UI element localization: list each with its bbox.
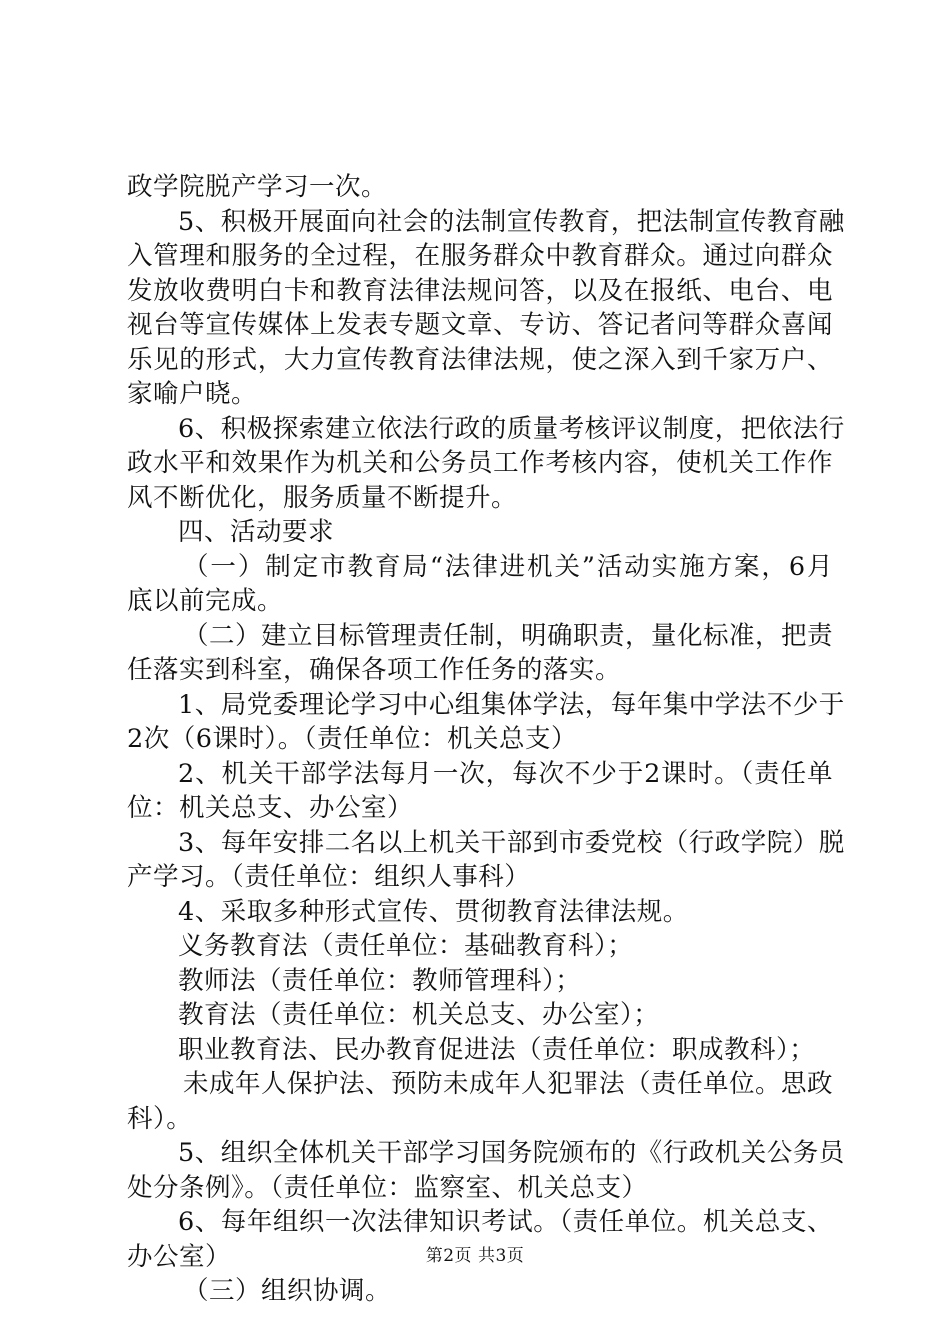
paragraph-line: 家喻户晓。 — [127, 379, 258, 409]
list-item: 义务教育法（责任单位：基础教育科）； — [178, 931, 634, 961]
list-item: 未成年人保护法、预防未成年人犯罪法（责任单位。思政 — [183, 1069, 834, 1099]
paragraph-line: 2、机关干部学法每月一次，每次不少于2课时。（责任单 — [178, 758, 833, 789]
paragraph-line: 4、采取多种形式宣传、贯彻教育法律法规。 — [178, 896, 689, 927]
paragraph-line: 6、积极探索建立依法行政的质量考核评议制度，把依法行 — [178, 413, 845, 444]
paragraph-line: 政水平和效果作为机关和公务员工作考核内容，使机关工作作 — [127, 448, 833, 478]
paragraph-line: 5、组织全体机关干部学习国务院颁布的《行政机关公务员 — [178, 1138, 845, 1168]
paragraph-line: 科）。 — [127, 1103, 193, 1134]
paragraph-line: 任落实到科室，确保各项工作任务的落实。 — [127, 655, 622, 685]
paragraph-line: 位：机关总支、办公室） — [127, 793, 414, 823]
list-item: 职业教育法、民办教育促进法（责任单位：职成教科）； — [178, 1034, 816, 1065]
paragraph-line: 视台等宣传媒体上发表专题文章、专访、答记者问等群众喜闻 — [127, 310, 833, 340]
paragraph-line: 底以前完成。 — [127, 586, 284, 616]
list-item: 教师法（责任单位：教师管理科）； — [178, 965, 582, 996]
paragraph-line: 风不断优化，服务质量不断提升。 — [127, 482, 518, 513]
paragraph-line: 产学习。（责任单位：组织人事科） — [127, 862, 531, 892]
section-heading: 四、活动要求 — [178, 517, 335, 547]
paragraph-line: 处分条例》。（责任单位：监察室、机关总支） — [127, 1172, 648, 1203]
list-item: 教育法（责任单位：机关总支、办公室）； — [178, 1000, 660, 1030]
paragraph-line: 乐见的形式，大力宣传教育法律法规，使之深入到千家万户、 — [127, 344, 833, 375]
paragraph-line: （一）制定市教育局“法律进机关”活动实施方案，6月 — [183, 551, 833, 582]
paragraph-line: 入管理和服务的全过程，在服务群众中教育群众。通过向群众 — [127, 241, 833, 271]
paragraph-line: 5、积极开展面向社会的法制宣传教育，把法制宣传教育融 — [178, 206, 845, 237]
paragraph-line: 2次（6课时）。（责任单位：机关总支） — [127, 724, 577, 754]
document-body — [127, 170, 845, 1309]
paragraph-line: 1、局党委理论学习中心组集体学法，每年集中学法不少于 — [178, 689, 845, 720]
paragraph-line: 政学院脱产学习一次。 — [127, 172, 388, 202]
page-number: 第2页 共3页 — [425, 1246, 525, 1266]
paragraph-line: （二）建立目标管理责任制，明确职责，量化标准，把责 — [183, 620, 834, 651]
paragraph-line: 3、每年安排二名以上机关干部到市委党校（行政学院）脱 — [178, 827, 845, 858]
page-footer — [0, 1245, 950, 1267]
paragraph-line: 6、每年组织一次法律知识考试。（责任单位。机关总支、 — [178, 1207, 833, 1237]
paragraph-line: 办公室） — [127, 1241, 232, 1272]
paragraph-line: 发放收费明白卡和教育法律法规问答，以及在报纸、电台、电 — [127, 275, 833, 306]
section-heading: （三）组织协调。 — [183, 1276, 392, 1306]
